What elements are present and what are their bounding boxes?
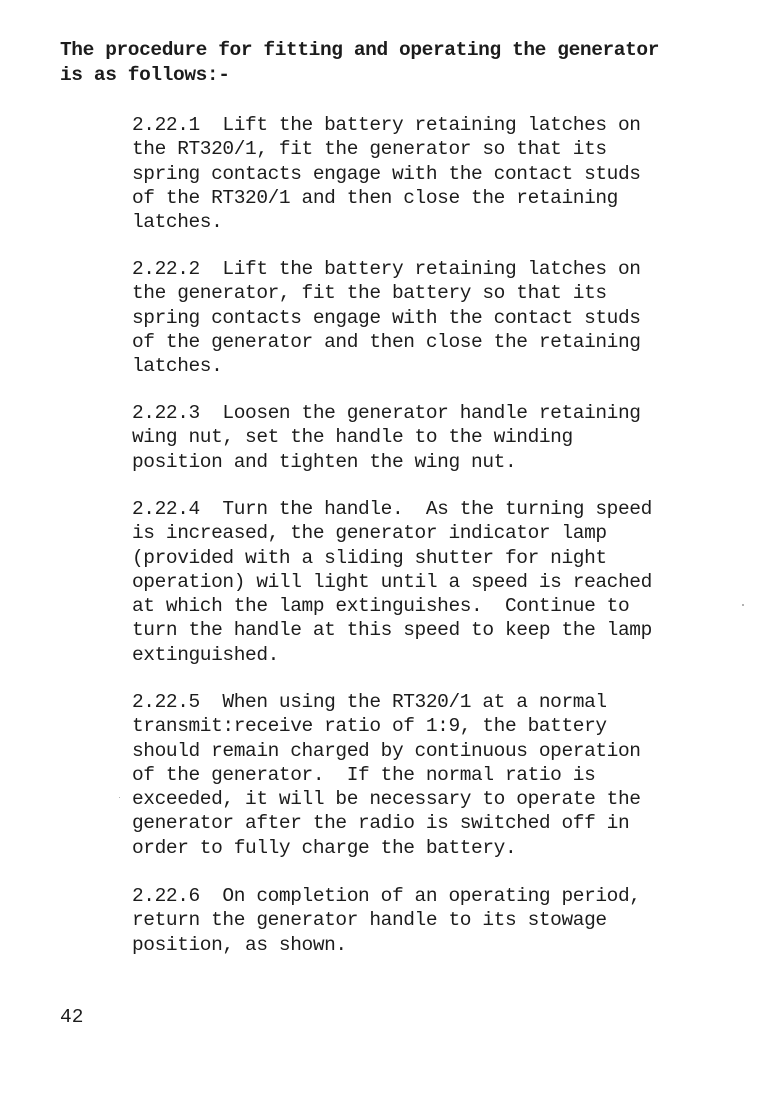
- text-line: spring contacts engage with the contact studs: [132, 306, 641, 329]
- step-2-22-4: [132, 497, 732, 667]
- text-line: position, as shown.: [132, 933, 347, 956]
- text-line: 2.22.3 Loosen the generator handle retaining: [132, 402, 641, 424]
- step-2-22-5: [132, 690, 732, 860]
- scan-speck: [742, 604, 744, 606]
- text-line: the generator, fit the battery so that its: [132, 282, 607, 305]
- text-line: the RT320/1, fit the generator so that its: [132, 138, 607, 161]
- text-line: transmit:receive ratio of 1:9, the battery: [132, 715, 607, 738]
- text-line: generator after the radio is switched off in: [132, 812, 630, 835]
- text-line: of the generator and then close the retaining: [132, 330, 641, 353]
- text-line: exceeded, it will be necessary to operate the: [132, 788, 641, 811]
- step-2-22-6: [132, 884, 732, 957]
- text-line: 2.22.1 Lift the battery retaining latches on: [132, 114, 641, 136]
- text-line: wing nut, set the handle to the winding: [132, 426, 573, 449]
- text-line: return the generator handle to its stowage: [132, 909, 607, 932]
- text-line: 2.22.4 Turn the handle. As the turning speed: [132, 498, 652, 520]
- text-line: of the RT320/1 and then close the retaining: [132, 186, 618, 209]
- text-line: 2.22.6 On completion of an operating period,: [132, 885, 641, 907]
- text-line: latches.: [132, 355, 223, 378]
- step-2-22-1: [132, 113, 732, 234]
- text-line: (provided with a sliding shutter for night: [132, 546, 607, 569]
- text-line: order to fully charge the battery.: [132, 836, 517, 859]
- text-line: 2.22.2 Lift the battery retaining latches on: [132, 258, 641, 280]
- text-line: spring contacts engage with the contact studs: [132, 162, 641, 185]
- step-2-22-2: [132, 257, 732, 378]
- text-line: at which the lamp extinguishes. Continue to: [132, 595, 630, 618]
- text-line: The procedure for fitting and operating the generator: [60, 39, 660, 61]
- scan-speck: [119, 797, 120, 798]
- text-line: is as follows:-: [60, 64, 230, 86]
- text-line: should remain charged by continuous operation: [132, 739, 641, 762]
- text-line: extinguished.: [132, 643, 279, 666]
- text-line: turn the handle at this speed to keep the lamp: [132, 619, 652, 642]
- text-line: is increased, the generator indicator lamp: [132, 522, 607, 545]
- text-line: operation) will light until a speed is reached: [132, 570, 652, 593]
- text-line: latches.: [132, 211, 223, 234]
- text-line: of the generator. If the normal ratio is: [132, 763, 596, 786]
- text-line: position and tighten the wing nut.: [132, 450, 517, 473]
- step-2-22-3: [132, 401, 732, 474]
- text-line: 2.22.5 When using the RT320/1 at a normal: [132, 691, 607, 713]
- intro-paragraph: [60, 38, 740, 88]
- page-number: 42: [60, 1006, 84, 1028]
